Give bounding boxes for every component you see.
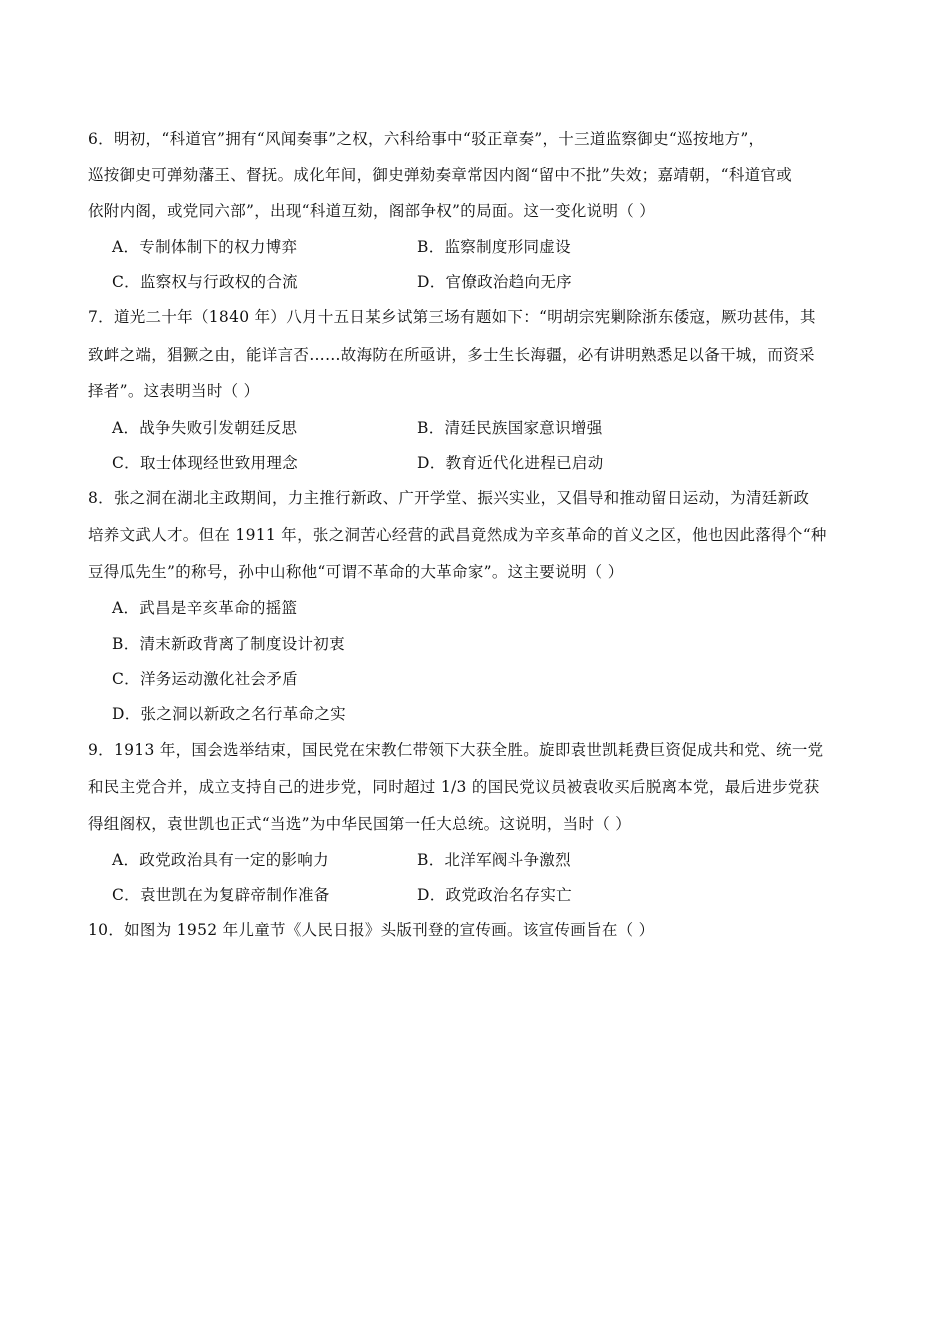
q8-stem-line-3: 豆得瓜先生”的称号，孙中山称他“可谓不革命的大革命家”。这主要说明（ ） xyxy=(88,563,624,581)
q8-stem-line-2: 培养文武人才。但在 1911 年，张之洞苦心经营的武昌竟然成为辛亥革命的首义之区，他也因此落得个“种 xyxy=(88,526,827,544)
q7-stem-line-2: 致衅之端，猖獗之由，能详言否……故海防在所亟讲，多士生长海疆，必有讲明熟悉足以备干城，而资采 xyxy=(88,346,815,364)
q10-stem-line-1: 10．如图为 1952 年儿童节《人民日报》头版刊登的宣传画。该宣传画旨在（ ） xyxy=(88,921,655,939)
q7-option-a: A．战争失败引发朝廷反思 xyxy=(112,419,298,437)
q9-stem-line-3: 得组阁权，袁世凯也正式“当选”为中华民国第一任大总统。这说明，当时（ ） xyxy=(88,815,632,833)
q8-stem-line-1: 8．张之洞在湖北主政期间，力主推行新政、广开学堂、振兴实业，又倡导和推动留日运动，为清廷新政 xyxy=(88,489,810,507)
q6-stem-line-3: 依附内阁，或党同六部”，出现“科道互劾，阁部争权”的局面。这一变化说明（ ） xyxy=(88,202,656,220)
q8-option-a: A．武昌是辛亥革命的摇篮 xyxy=(112,599,298,617)
q9-option-b: B．北洋军阀斗争激烈 xyxy=(417,851,571,869)
q6-option-c: C．监察权与行政权的合流 xyxy=(112,273,298,291)
q9-option-d: D．政党政治名存实亡 xyxy=(417,886,572,904)
q9-option-c: C．袁世凯在为复辟帝制作准备 xyxy=(112,886,330,904)
q8-option-c: C．洋务运动激化社会矛盾 xyxy=(112,670,298,688)
q7-stem-line-3: 择者”。这表明当时（ ） xyxy=(88,382,260,400)
q7-option-c: C．取士体现经世致用理念 xyxy=(112,454,298,472)
q8-option-d: D．张之洞以新政之名行革命之实 xyxy=(112,705,346,723)
q9-stem-line-1: 9．1913 年，国会选举结束，国民党在宋教仁带领下大获全胜。旋即袁世凯耗费巨资促成共和党、统一党 xyxy=(88,741,824,759)
q6-stem-line-2: 巡按御史可弹劾藩王、督抚。成化年间，御史弹劾奏章常因内阁“留中不批”失效；嘉靖朝，“科道官或 xyxy=(88,166,793,184)
q6-stem-line-1: 6．明初，“科道官”拥有“风闻奏事”之权，六科给事中“驳正章奏”，十三道监察御史“巡按地方”， xyxy=(88,130,765,148)
q9-option-a: A．政党政治具有一定的影响力 xyxy=(112,851,329,869)
q8-option-b: B．清末新政背离了制度设计初衷 xyxy=(112,635,345,653)
q7-stem-line-1: 7．道光二十年（1840 年）八月十五日某乡试第三场有题如下：“明胡宗宪剿除浙东倭寇，厥功甚伟，其 xyxy=(88,308,816,326)
q9-stem-line-2: 和民主党合并，成立支持自己的进步党，同时超过 1/3 的国民党议员被袁收买后脱离本党，最后进步党获 xyxy=(88,778,820,796)
q7-option-b: B．清廷民族国家意识增强 xyxy=(417,419,603,437)
q7-option-d: D．教育近代化进程已启动 xyxy=(417,454,604,472)
q6-option-a: A．专制体制下的权力博弈 xyxy=(112,238,298,256)
q6-option-d: D．官僚政治趋向无序 xyxy=(417,273,572,291)
q6-option-b: B．监察制度形同虚设 xyxy=(417,238,571,256)
